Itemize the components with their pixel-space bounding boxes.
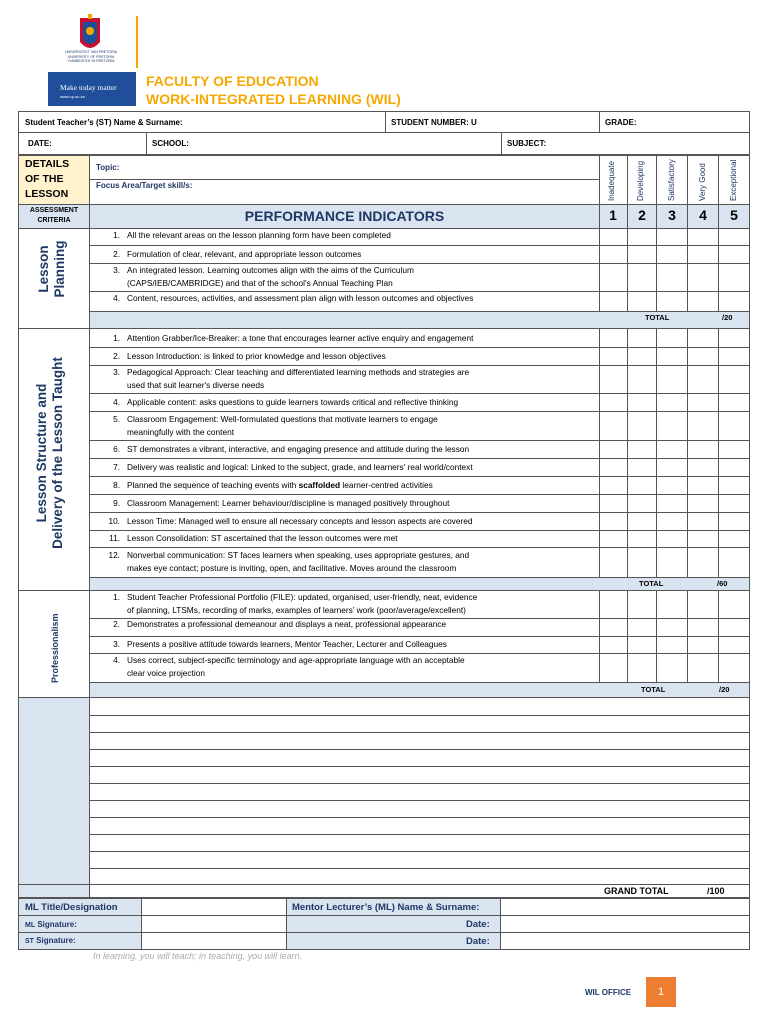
- rating-label-inadequate: Inadequate: [607, 160, 616, 201]
- rating-number-2: 2: [638, 207, 646, 223]
- student-number-label: STUDENT NUMBER: U: [391, 118, 477, 127]
- programme-name: WORK-INTEGRATED LEARNING (WIL): [146, 91, 401, 107]
- st-signature-text: Signature:: [33, 936, 76, 945]
- footer-quote: In learning, you will teach; in teaching, you will learn.: [93, 951, 303, 961]
- header-divider: [136, 16, 138, 68]
- performance-indicators-header: PERFORMANCE INDICATORS: [244, 208, 445, 224]
- rating-label-very-good: Very Good: [698, 163, 707, 201]
- faculty-name: FACULTY OF EDUCATION: [146, 73, 319, 89]
- tagline: Make today matter: [60, 83, 117, 92]
- section-1-total-label: TOTAL: [645, 313, 670, 322]
- assessment-line-1: ASSESSMENT: [29, 207, 79, 214]
- section-1-title-line-2: Planning: [52, 240, 67, 298]
- tagline-box: [48, 72, 136, 106]
- details-line-2: OF THE: [25, 173, 64, 185]
- st-prefix: ST: [25, 938, 34, 945]
- rating-label-exceptional: Exceptional: [729, 159, 738, 201]
- rating-label-satisfactory: Satisfactory: [667, 159, 676, 201]
- date-label-1: Date:: [466, 919, 490, 930]
- subject-label: SUBJECT:: [507, 139, 547, 148]
- rating-label-developing: Developing: [636, 160, 645, 201]
- section-title-professionalism: Professionalism: [50, 613, 60, 683]
- details-line-3: LESSON: [25, 188, 69, 200]
- section-title-lesson-planning: [36, 230, 68, 308]
- date-label-2: Date:: [466, 936, 490, 947]
- date-label: DATE:: [28, 139, 52, 148]
- ml-prefix: ML: [25, 922, 36, 929]
- grand-total-value: /100: [707, 886, 725, 896]
- details-label: [25, 157, 69, 202]
- assessment-criteria-header: [19, 206, 89, 226]
- university-url: www.up.ac.za: [60, 94, 85, 99]
- st-signature-label: [25, 936, 76, 945]
- section-2-total-label: TOTAL: [639, 579, 664, 588]
- mentor-name-label: Mentor Lecturer’s (ML) Name & Surname:: [292, 902, 480, 913]
- ml-signature-text: Signature:: [35, 920, 77, 929]
- rating-number-1: 1: [609, 207, 617, 223]
- section-1-total-value: /20: [722, 313, 733, 322]
- university-line-1: UNIVERSITEIT VAN PRETORIA: [64, 50, 118, 54]
- section-2-title-line-1: Lesson Structure and: [34, 383, 49, 523]
- faculty-heading: [146, 72, 401, 108]
- section-3-total-value: /20: [719, 685, 730, 694]
- section-1-title-line-1: Lesson: [36, 245, 51, 293]
- ml-signature-label: [25, 920, 77, 929]
- university-name-lines: [52, 50, 130, 64]
- focus-area-label: Focus Area/Target skill/s:: [96, 181, 193, 190]
- grand-total-label: GRAND TOTAL: [604, 886, 669, 896]
- university-line-2: UNIVERSITY OF PRETORIA: [67, 54, 115, 59]
- grade-label: GRADE:: [605, 118, 637, 127]
- university-line-3: YUNIBESITHI YA PRETORIA: [67, 59, 115, 63]
- wil-office-label: WIL OFFICE: [585, 988, 632, 997]
- section-3-total-label: TOTAL: [641, 685, 666, 694]
- details-line-1: DETAILS: [25, 158, 70, 170]
- rating-number-3: 3: [668, 207, 676, 223]
- page-number: 1: [646, 977, 676, 1007]
- section-2-title-line-2: Delivery of the Lesson Taught: [50, 357, 65, 549]
- school-label: SCHOOL:: [152, 139, 189, 148]
- section-2-total-value: /60: [717, 579, 728, 588]
- ml-title-label: ML Title/Designation: [25, 902, 118, 913]
- topic-label: Topic:: [96, 163, 120, 172]
- assessment-line-2: CRITERIA: [37, 217, 71, 224]
- rating-number-4: 4: [699, 207, 707, 223]
- section-title-lesson-structure: [34, 343, 66, 563]
- comments-label-cell: [19, 698, 89, 897]
- rating-number-5: 5: [730, 207, 738, 223]
- name-label: Student Teacher’s (ST) Name & Surname:: [25, 118, 183, 127]
